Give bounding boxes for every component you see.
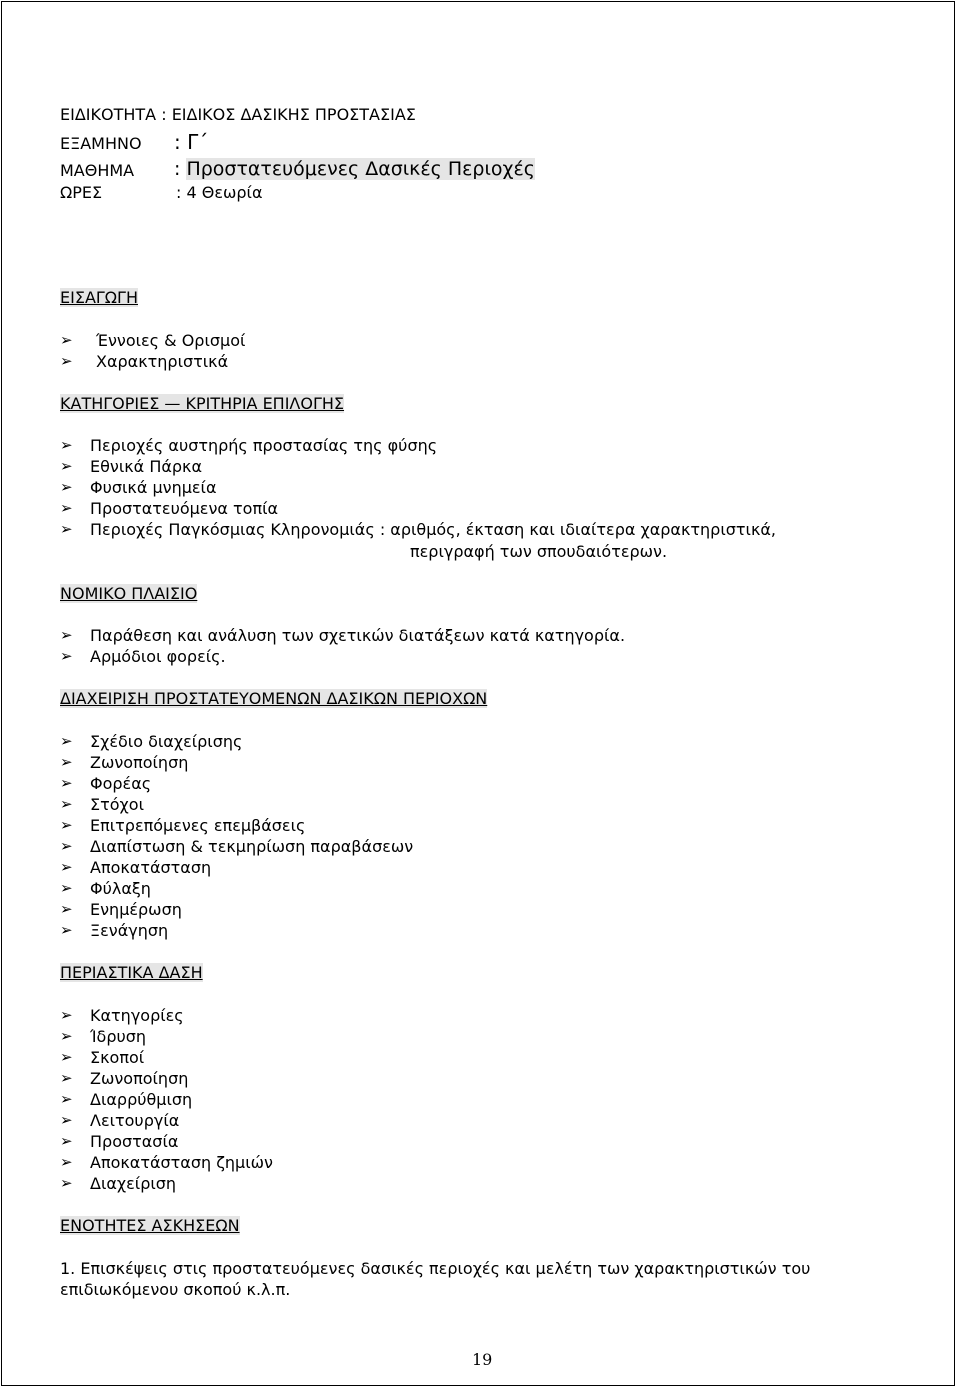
arrow-bullet-icon: ➢ — [60, 1153, 73, 1171]
list-item: Περιοχές Παγκόσμιας Κληρονομιάς : αριθμός, έκταση και ιδιαίτερα χαρακτηριστικά, — [90, 520, 776, 539]
list-item: Επιτρεπόμενες επεμβάσεις — [90, 816, 306, 835]
list-item: Αποκατάσταση ζημιών — [90, 1153, 273, 1172]
list-item: Προστασία — [90, 1132, 179, 1151]
arrow-bullet-icon: ➢ — [60, 1006, 73, 1024]
heading-exercises: ΕΝΟΤΗΤΕΣ ΑΣΚΗΣΕΩΝ — [60, 1216, 240, 1235]
course-value: Προστατευόμενες Δασικές Περιοχές — [186, 158, 535, 180]
list-item: Ζωνοποίηση — [90, 753, 189, 772]
arrow-bullet-icon: ➢ — [60, 774, 73, 792]
list-item: Φυσικά μνημεία — [90, 478, 217, 497]
arrow-bullet-icon: ➢ — [60, 921, 73, 939]
heading-categories: ΚΑΤΗΓΟΡΙΕΣ — ΚΡΙΤΗΡΙΑ ΕΠΙΛΟΓΗΣ — [60, 394, 345, 413]
list-item: Έννοιες & Ορισμοί — [96, 331, 246, 350]
list-item: Λειτουργία — [90, 1111, 180, 1130]
hours-label: ΩΡΕΣ — [60, 183, 103, 202]
arrow-bullet-icon: ➢ — [60, 520, 73, 538]
arrow-bullet-icon: ➢ — [60, 1111, 73, 1129]
list-item: Αρμόδιοι φορείς. — [90, 647, 226, 666]
arrow-bullet-icon: ➢ — [60, 1048, 73, 1066]
list-item: Διαρρύθμιση — [90, 1090, 193, 1109]
list-item-continuation: περιγραφή των σπουδαιότερων. — [410, 542, 668, 561]
list-item: Στόχοι — [90, 795, 144, 814]
list-item: Φύλαξη — [90, 879, 151, 898]
arrow-bullet-icon: ➢ — [60, 352, 73, 370]
specialty-label: ΕΙΔΙΚΟΤΗΤΑ — [60, 105, 157, 124]
arrow-bullet-icon: ➢ — [60, 1069, 73, 1087]
arrow-bullet-icon: ➢ — [60, 457, 73, 475]
hours-value-line: : 4 Θεωρία — [176, 183, 263, 202]
list-item: Ενημέρωση — [90, 900, 182, 919]
list-item: Ξενάγηση — [90, 921, 169, 940]
heading-suburban: ΠΕΡΙΑΣΤΙΚΑ ΔΑΣΗ — [60, 963, 203, 982]
arrow-bullet-icon: ➢ — [60, 1090, 73, 1108]
arrow-bullet-icon: ➢ — [60, 1027, 73, 1045]
arrow-bullet-icon: ➢ — [60, 478, 73, 496]
semester-label: ΕΞΑΜΗΝΟ — [60, 134, 142, 153]
heading-legal: ΝΟΜΙΚΟ ΠΛΑΙΣΙΟ — [60, 584, 198, 603]
arrow-bullet-icon: ➢ — [60, 879, 73, 897]
arrow-bullet-icon: ➢ — [60, 436, 73, 454]
list-item: Εθνικά Πάρκα — [90, 457, 203, 476]
arrow-bullet-icon: ➢ — [60, 1132, 73, 1150]
list-item: Αποκατάσταση — [90, 858, 212, 877]
semester-value: Γ΄ — [187, 130, 209, 154]
course-value-line: : Προστατευόμενες Δασικές Περιοχές — [174, 158, 535, 180]
arrow-bullet-icon: ➢ — [60, 626, 73, 644]
arrow-bullet-icon: ➢ — [60, 1174, 73, 1192]
heading-intro: ΕΙΣΑΓΩΓΗ — [60, 288, 138, 307]
list-item: Ζωνοποίηση — [90, 1069, 189, 1088]
arrow-bullet-icon: ➢ — [60, 816, 73, 834]
arrow-bullet-icon: ➢ — [60, 858, 73, 876]
arrow-bullet-icon: ➢ — [60, 900, 73, 918]
list-item: Φορέας — [90, 774, 152, 793]
heading-management: ΔΙΑΧΕΙΡΙΣΗ ΠΡΟΣΤΑΤΕΥΟΜΕΝΩΝ ΔΑΣΙΚΩΝ ΠΕΡΙΟΧΩΝ — [60, 689, 488, 708]
list-item: Διαχείριση — [90, 1174, 177, 1193]
list-item: Προστατευόμενα τοπία — [90, 499, 279, 518]
semester-value-line: : Γ΄ — [174, 130, 209, 154]
hours-value: 4 Θεωρία — [186, 183, 263, 202]
list-item: Σχέδιο διαχείρισης — [90, 732, 243, 751]
page-number: 19 — [472, 1350, 493, 1369]
arrow-bullet-icon: ➢ — [60, 331, 73, 349]
list-item: Περιοχές αυστηρής προστασίας της φύσης — [90, 436, 438, 455]
arrow-bullet-icon: ➢ — [60, 753, 73, 771]
arrow-bullet-icon: ➢ — [60, 837, 73, 855]
list-item: Κατηγορίες — [90, 1006, 184, 1025]
list-item: Σκοποί — [90, 1048, 145, 1067]
list-item: Χαρακτηριστικά — [96, 352, 229, 371]
specialty-value: ΕΙΔΙΚΟΣ ΔΑΣΙΚΗΣ ΠΡΟΣΤΑΣΙΑΣ — [171, 105, 416, 124]
course-label: ΜΑΘΗΜΑ — [60, 161, 135, 180]
arrow-bullet-icon: ➢ — [60, 795, 73, 813]
arrow-bullet-icon: ➢ — [60, 732, 73, 750]
list-item: Ίδρυση — [90, 1027, 147, 1046]
specialty-line: ΕΙΔΙΚΟΤΗΤΑ : ΕΙΔΙΚΟΣ ΔΑΣΙΚΗΣ ΠΡΟΣΤΑΣΙΑΣ — [60, 105, 416, 124]
exercise-line-1: 1. Επισκέψεις στις προστατευόμενες δασικές περιοχές και μελέτη των χαρακτηριστικών του — [60, 1259, 811, 1278]
arrow-bullet-icon: ➢ — [60, 647, 73, 665]
exercise-line-2: επιδιωκόμενου σκοπού κ.λ.π. — [60, 1280, 291, 1299]
arrow-bullet-icon: ➢ — [60, 499, 73, 517]
list-item: Διαπίστωση & τεκμηρίωση παραβάσεων — [90, 837, 414, 856]
list-item: Παράθεση και ανάλυση των σχετικών διατάξεων κατά κατηγορία. — [90, 626, 626, 645]
